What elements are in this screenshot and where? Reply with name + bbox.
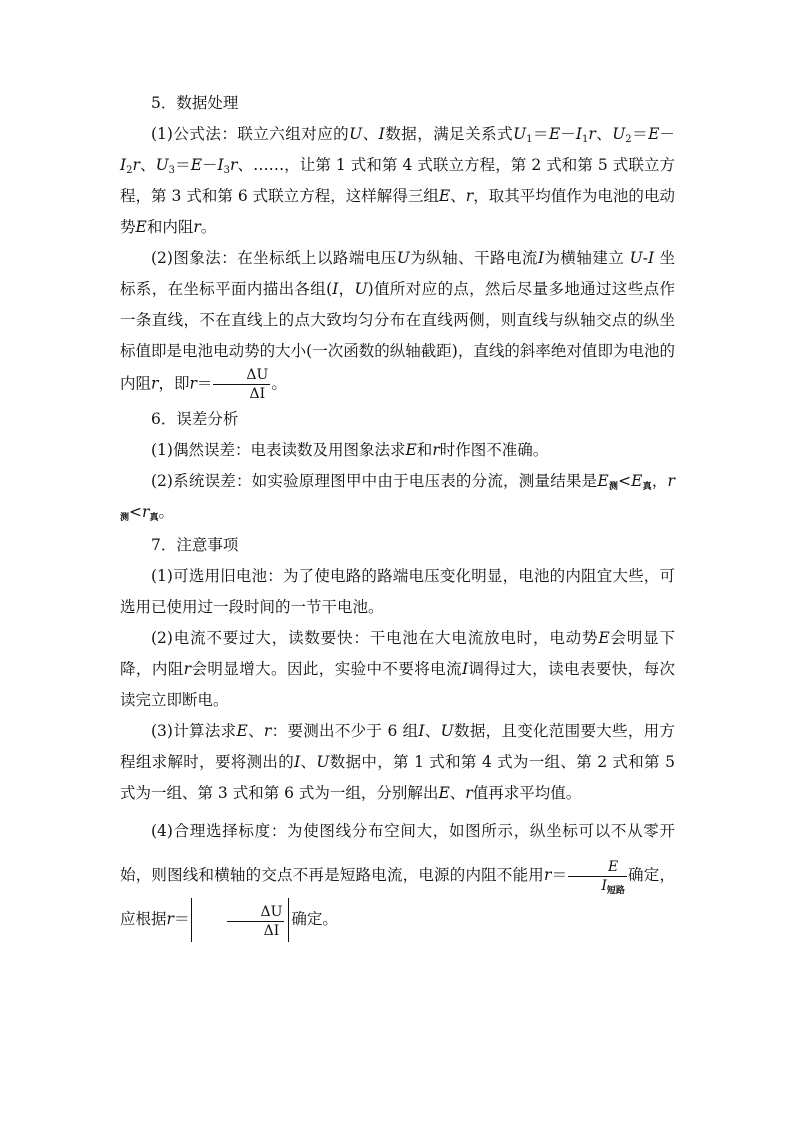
absolute-value-bars [191,898,289,942]
document-body [120,88,675,942]
graph-method-paragraph: (2)图象法：在坐标纸上以路端电压U为纵轴、干路电流I为横轴建立 U-I 坐标系，在坐标平面内描出各组(I，U)值所对应的点，然后尽量多地通过这些点作一条直线，不在直线上的点大致均匀分布在直线两侧，则直线与纵轴交点的纵坐标值即是电池电动势的大小(一次函数的纵轴截距)，直线的斜率绝对值即为电池的内阻r，即r＝ $\frac{\Delta U}{\Delta I}$ 。 [120,249,675,403]
section-7-heading: 7．注意事项 [151,536,239,555]
old-battery-paragraph: (1)可选用旧电池：为了使电路的路端电压变化明显，电池的内阻宜大些，可选用已使用过一段时间的一节干电池。 [120,567,675,617]
internal-resistance-fraction: $\frac{\Delta U}{\Delta I}$ [213,367,270,402]
calculation-method-paragraph: (3)计算法求E、r：要测出不少于 6 组I、U数据，且变化范围要大些，用方程组求解时，要将测出的I、U数据中，第 1 式和第 4 式为一组、第 2 式和第 5 式为一组、第 3 式和第 6 式为一组，分别解出E、r值再求平均值。 [120,722,675,803]
slope-fraction: $\frac{\Delta U}{\Delta I}$ [227,904,284,939]
systematic-error-paragraph: (2)系统误差：如实验原理图甲中由于电压表的分流，测量结果是E测<E真，r测<r真。 [120,472,675,524]
section-6-heading: 6．误差分析 [151,410,239,429]
random-error-paragraph: (1)偶然误差：电表读数及用图象法求E和r时作图不准确。 [151,441,549,460]
formula-method-paragraph: (1)公式法：联立六组对应的U、I数据，满足关系式$U_1=E-I_1r$、$U_2=E-I_2r$、$U_3=E-I_3r$、……，让第 1 式和第 4 式联立方程，第 2 式和第 5 式联立方程，第 3 式和第 6 式联立方程，这样解得三组E、r，取其平均值作为电池的电动势E和内阻r。 [120,125,675,236]
short-circuit-fraction: $\frac{E}{I_{短路}}$ [568,859,627,894]
section-5-heading: 5．数据处理 [151,94,239,112]
current-not-too-large-paragraph: (2)电流不要过大，读数要快：干电池在大电流放电时，电动势E会明显下降，内阻r会明显增大。因此，实验中不要将电流I调得过大，读电表要快，每次读完立即断电。 [120,629,675,710]
scale-selection-paragraph: (4)合理选择标度：为使图线分布空间大，如图所示，纵坐标可以不从零开始，则图线和横轴的交点不再是短路电流，电源的内阻不能用r＝ $\frac{E}{I_{短路}}$ 确定，应根据r＝ $\frac{\Delta U}{\Delta I}$ 确定。 [120,809,675,942]
